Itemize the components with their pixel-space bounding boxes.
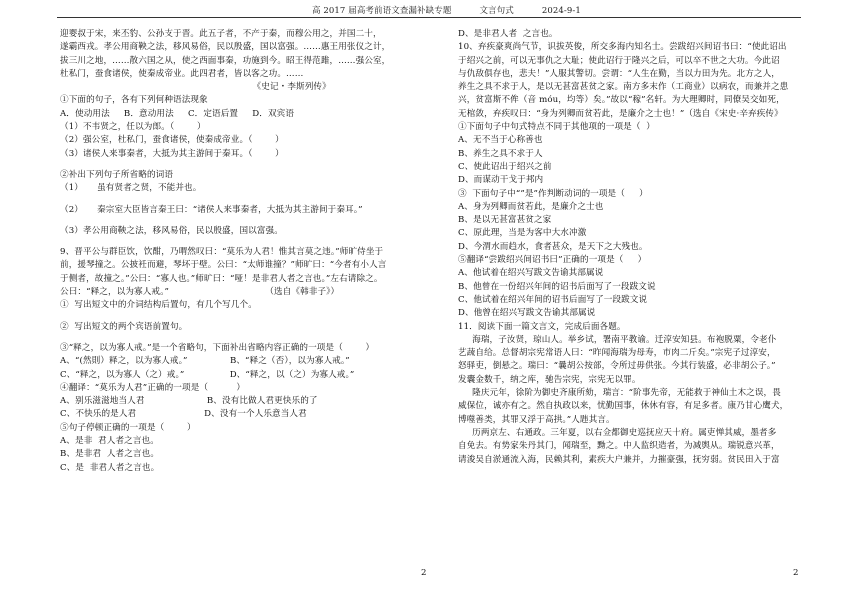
blank-gap <box>60 238 425 246</box>
text-line: 拔三川之地，……散六国之从，使之西面事秦，功施到今。昭王得范雎，……强公室， <box>60 55 391 66</box>
page-number-left: 2 <box>421 568 427 578</box>
text-line: A、别乐滋滋地当人君 B、没有比做人君更快乐的了 <box>60 396 318 407</box>
text-line: 与仇敌俱存也，悲夫！”人服其警切。尝谓：“人生在勤，当以力田为先。北方之人， <box>458 68 780 79</box>
text-line: 历两京左、右通政。三年夏，以右佥都御史巡抚应天十府。属吏惮其威，墨者多 <box>458 427 777 438</box>
text-line: 艺蔬自给。总督胡宗宪常语人曰：“昨闻海瑞为母寿，市肉二斤矣。”宗宪子过淳安， <box>458 348 776 359</box>
text-line: （3）孝公用商鞅之法，移风易俗，民以殷盛，国以富强。 <box>60 225 283 236</box>
text-line: （1） 虽有贤者之贤，不能并也。 <box>60 183 202 194</box>
text-line: B、是以无甚富甚贫之家 <box>458 215 552 226</box>
text-line: ① 写出短文中的介词结构后置句，有几个写几个。 <box>60 300 257 311</box>
text-line: ⑤句子停顿正确的一项是（ ） <box>60 422 196 433</box>
text-line: （2）强公室，杜私门，蚕食诸侯，使秦成帝业。（ ） <box>60 135 284 146</box>
blank-gap <box>60 196 425 204</box>
text-line: 无棺敛，弃疾叹曰：“身为列卿而贫若此，是廉介之士也！”（选自《宋史·辛弃疾传》 <box>458 108 783 119</box>
page-header <box>0 0 860 18</box>
text-line: （1）不韦贤之，任以为郎。（ ） <box>60 122 206 133</box>
text-line: 自免去。有势家朱丹其门，闻瑞至，黝之。中人监织造者，为减舆从。瑞锐意兴革， <box>458 441 780 452</box>
text-line: 10、弃疾豪爽尚气节，识拔英俊，所交多海内知名士。尝跋绍兴间诏书曰：“使此诏出 <box>458 42 787 53</box>
header-title: 高 2017 届高考前语文查漏补缺专题 文言句式 2024-9-1 <box>312 6 581 16</box>
text-line: 前，援琴撞之。公披衽而避，琴坏于壁。公曰：“太师谁撞？”师旷曰：“今者有小人言 <box>60 260 387 271</box>
text-line: C、不快乐的是人君 D、没有一个人乐意当人君 <box>60 409 307 420</box>
text-line: 9、晋平公与群臣饮，饮酣，乃喟然叹曰：“莫乐为人君！惟其言莫之违。”师旷侍坐于 <box>60 247 384 258</box>
text-line: 公曰：“释之，以为寡人戒。” （选自《韩非子》） <box>60 287 340 298</box>
text-line: C、使此诏出于绍兴之前 <box>458 161 552 172</box>
text-line: ③“释之，以为寡人戒。”是一个省略句，下面补出省略内容正确的一项是（ ） <box>60 342 375 353</box>
text-line: C、他试着在绍兴年间的诏书后面写了一段跋文说 <box>458 294 648 305</box>
text-line: 于绍兴之前，可以无事仇之大耻；使此诏行于隆兴之后，可以卒不世之大功。今此诏 <box>458 55 780 66</box>
text-line: 海瑞，子汝贤，琼山人。举乡试，署南平教谕。迁淳安知县。布袍脱粟，令老仆 <box>458 334 777 345</box>
text-line: 迎婴叔于宋，来丕豹、公孙支于晋。此五子者，不产于秦，而穆公用之，并国二十， <box>60 29 382 39</box>
text-line: A、“(然則）释之，以为寡人戒。” B、“释之（否），以为寡人戒。” <box>60 356 350 367</box>
text-line: B、他曾在一份绍兴年间的诏书后面写了一段跋文说 <box>458 281 656 292</box>
right-text-column <box>458 28 803 467</box>
left-text-column <box>60 28 425 475</box>
text-line: 发囊金数千，纳之库，驰告宗宪，宗宪无以罪。 <box>458 374 641 385</box>
text-line: 11．阅读下面一篇文言文，完成后面各题。 <box>458 321 626 332</box>
text-line: （2） 秦宗室大臣皆言秦王曰：“诸侯人来事秦者，大抵为其主游间于秦耳。” <box>60 204 363 215</box>
text-line: 杜私门，蚕食诸侯，使秦成帝业。此四君者，皆以客之功。…… <box>60 68 304 79</box>
text-line: 怒驿吏，倒悬之。瑞曰：“曩胡公按部，令所过毋供张。今其行装盛，必非胡公子。” <box>458 361 776 372</box>
blank-gap <box>60 161 425 169</box>
text-line: C、原此理，当是为客中大水冲激 <box>458 228 587 239</box>
text-line: B、是非君 人者之言也。 <box>60 449 160 460</box>
text-line: 博噬善类，其罪又浮于高拱。”人韪其言。 <box>458 414 615 425</box>
blank-gap <box>60 334 425 342</box>
text-line: （3）诸侯人来事秦者，大抵为其主游间于秦耳。（ ） <box>60 148 284 159</box>
text-line: A、无不当于心称善也 <box>458 135 543 146</box>
text-line: 养生之具不求于人，是以无甚富甚贫之家。南方多末作（工商业）以病农，而兼并之患 <box>458 82 789 93</box>
page-number-right: 2 <box>793 568 799 578</box>
text-line: D、他曾在绍兴写跋文告谕其部属说 <box>458 308 596 319</box>
text-line: ③ 下面句子中“”是”作判断动词的一项是（ ） <box>458 188 648 199</box>
text-line: B、养生之具不求于人 <box>458 148 543 159</box>
text-line: D、是非君人者 之言也。 <box>458 29 558 39</box>
text-line: C、是 非君人者之言也。 <box>60 462 160 473</box>
text-line: A、是非 君人者之言也。 <box>60 436 159 447</box>
text-line: ②补出下列句子所省略的词语 <box>60 169 174 180</box>
text-line: ② 写出短文的两个宾语前置句。 <box>60 321 188 332</box>
text-line: 遂霸西戎。孝公用商鞅之法，移风易俗，民以殷盛，国以富强。……惠王用张仪之计， <box>60 42 391 53</box>
text-line: 隆庆元年，徐阶为御史齐康所劾，瑞言：“阶事先帝，无能救于神仙土木之误，畏 <box>458 388 781 399</box>
header-rule <box>57 17 801 18</box>
blank-gap <box>60 313 425 321</box>
text-line: 兴，贫富斯不侔（音 móu，均等）矣。”故以“稼”名轩。为大理卿时，同僚吴交如死， <box>458 95 785 106</box>
text-line: A．使动用法 B．意动用法 C．定语后置 D．双宾语 <box>60 108 295 119</box>
text-line: 请浚吴自淤通流入海，民赖其利，素疾大户兼并，力摧豪强，抚穷弱。贫民田入于富 <box>458 454 780 465</box>
text-line: ①下面句子中句式特点不同于其他项的一项是（ ） <box>458 122 655 133</box>
text-line: ④翻译：“莫乐为人君”正确的一项是（ ） <box>60 382 246 393</box>
text-line: 威保位，诚亦有之。然自执政以来，忧勤国事，休休有容，有足多者。康乃甘心鹰犬， <box>458 401 789 412</box>
text-line: C、“释之，以为寡人（之）戒。” D、“释之，以（之）为寡人戒。” <box>60 369 355 380</box>
text-line: ①下面的句子，各有下列何种语法现象 <box>60 95 208 106</box>
text-line: D、今渭水而趋水，食者甚众，是天下之大残也。 <box>458 241 648 252</box>
text-line: A、身为列卿而贫若此，是廉介之士也 <box>458 201 604 212</box>
text-line: 于侧者，故撞之。”公曰：“寡人也。”师旷曰：“哑！是非君人者之言也。”左右请除之。 <box>60 273 383 284</box>
blank-gap <box>60 217 425 225</box>
text-line: 《史记・李斯列传》 <box>60 82 331 93</box>
text-line: A、他试着在绍兴写跋文告谕其部属说 <box>458 268 604 279</box>
text-line: ⑤翻译“尝跋绍兴间诏书曰”正确的一项是（ ） <box>458 255 647 266</box>
text-line: D、而谋动干戈于邦内 <box>458 175 544 186</box>
